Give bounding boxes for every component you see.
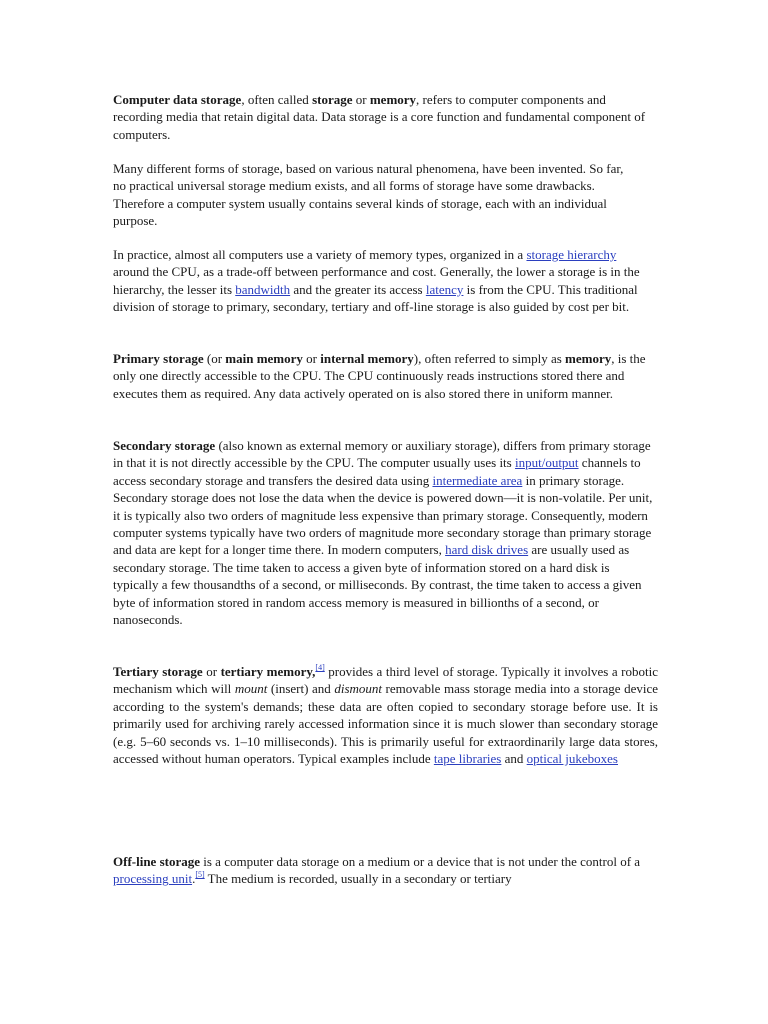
- text-run: , often called: [241, 92, 313, 107]
- term-tertiary-memory: tertiary memory,: [220, 664, 316, 679]
- term-memory: memory: [369, 92, 417, 107]
- text-run: and: [501, 751, 527, 767]
- paragraph-hierarchy: [113, 246, 648, 316]
- link-tape-libraries[interactable]: tape libraries: [433, 751, 502, 767]
- link-latency[interactable]: latency: [425, 281, 464, 297]
- text-run: or: [352, 92, 370, 107]
- paragraph-tertiary-storage: [113, 663, 658, 767]
- term-memory: memory: [565, 351, 612, 366]
- text-run: provides a third level of storage. Typically it involves a robotic mechanism which will: [113, 664, 658, 697]
- citation-link[interactable]: [5]: [195, 870, 205, 880]
- term-off-line-storage: Off-line storage: [113, 854, 201, 869]
- link-optical-jukeboxes[interactable]: optical jukeboxes: [526, 751, 618, 767]
- term-dismount: dismount: [334, 681, 382, 697]
- paragraph-intro: [113, 91, 648, 143]
- text-run: or: [202, 664, 221, 679]
- paragraph-primary-storage: [113, 350, 648, 402]
- citation-link[interactable]: [4]: [315, 663, 325, 672]
- link-hard-disk-drives[interactable]: hard disk drives: [445, 542, 529, 558]
- text-run: are usually used as secondary storage. The time taken to access a given byte of information stored on a hard disk is typically a few thousandths of a second, or milliseconds. By contrast, the time taken to access a given byte of information stored in random access memory is measured in billionths of a second, or nanoseconds.: [113, 542, 642, 628]
- term-computer-data-storage: Computer data storage: [113, 92, 242, 107]
- term-main-memory: main memory: [225, 351, 303, 366]
- text-run: (insert) and: [267, 681, 335, 697]
- text-run: is a computer data storage on a medium or a device that is not under the control of a: [200, 854, 641, 869]
- paragraph-offline-storage: [113, 853, 658, 888]
- text-run: ), often referred to simply as: [413, 351, 566, 366]
- term-internal-memory: internal memory: [320, 351, 414, 366]
- text-run: In practice, almost all computers use a variety of memory types, organized in a: [113, 247, 527, 262]
- text-run: (or: [203, 351, 226, 366]
- text-run: in primary storage. Secondary storage does not lose the data when the device is powered down—it is non-volatile. Per unit, it is typically also two orders of magnitude less expensive than primary storage. Consequently, modern computer systems typically have two orders of magnitude more secondary storage than primary storage and data are kept for a longer time there. In modern computers,: [113, 472, 653, 558]
- text-run: (also known as external memory or auxiliary storage), differs from primary storage in that it is not directly accessible by the CPU. The computer usually uses its: [113, 438, 651, 471]
- link-storage-hierarchy[interactable]: storage hierarchy: [526, 247, 617, 262]
- text-run: , is the only one directly accessible to the CPU. The CPU continuously reads instructions stored there and executes them as required. Any data actively operated on is also stored there in uniform manner.: [113, 351, 646, 401]
- term-storage: storage: [312, 92, 353, 107]
- link-input-output[interactable]: input/output: [514, 455, 579, 471]
- citation-ref-5[interactable]: [195, 870, 204, 879]
- text-run: removable mass storage media into a storage device according to the system's demands; these data are often copied to secondary storage before use. It is primarily used for archiving rarely accessed information since it is much slower than secondary storage (e.g. 5–60 seconds vs. 1–10 milliseconds). This is primarily useful for extraordinarily large data stores, accessed without human operators. Typical examples include: [113, 681, 659, 767]
- text-run: or: [302, 351, 321, 366]
- text-run: and the greater its access: [290, 281, 426, 297]
- text-run: , refers to computer components and recording media that retain digital data. Data storage is a core function and fundamental component of computers.: [113, 92, 646, 142]
- text-run: The medium is recorded, usually in a secondary or tertiary: [204, 871, 512, 887]
- link-bandwidth[interactable]: bandwidth: [235, 281, 291, 297]
- term-secondary-storage: Secondary storage: [113, 438, 216, 453]
- text-run: Many different forms of storage, based on various natural phenomena, have been invented. So far, no practical universal storage medium exists, and all forms of storage have some drawbacks. Therefore a computer system usually contains several kinds of storage, each with an individual purpose.: [113, 161, 624, 229]
- text-run: around the CPU, as a trade-off between performance and cost. Generally, the lower a storage is in the hierarchy, the lesser its: [113, 264, 640, 297]
- term-primary-storage: Primary storage: [113, 351, 204, 366]
- paragraph-secondary-storage: [113, 437, 658, 628]
- citation-ref-4[interactable]: [315, 663, 324, 672]
- link-intermediate-area[interactable]: intermediate area: [432, 472, 523, 488]
- link-processing-unit[interactable]: processing unit: [113, 871, 193, 887]
- text-run: channels to access secondary storage and transfers the desired data using: [113, 455, 641, 488]
- term-mount: mount: [234, 681, 268, 697]
- text-run: .: [192, 871, 196, 887]
- term-tertiary-storage: Tertiary storage: [113, 664, 203, 679]
- text-run: is from the CPU. This traditional division of storage to primary, secondary, tertiary and off-line storage is also guided by cost per bit.: [113, 281, 638, 315]
- paragraph-forms: [113, 160, 635, 230]
